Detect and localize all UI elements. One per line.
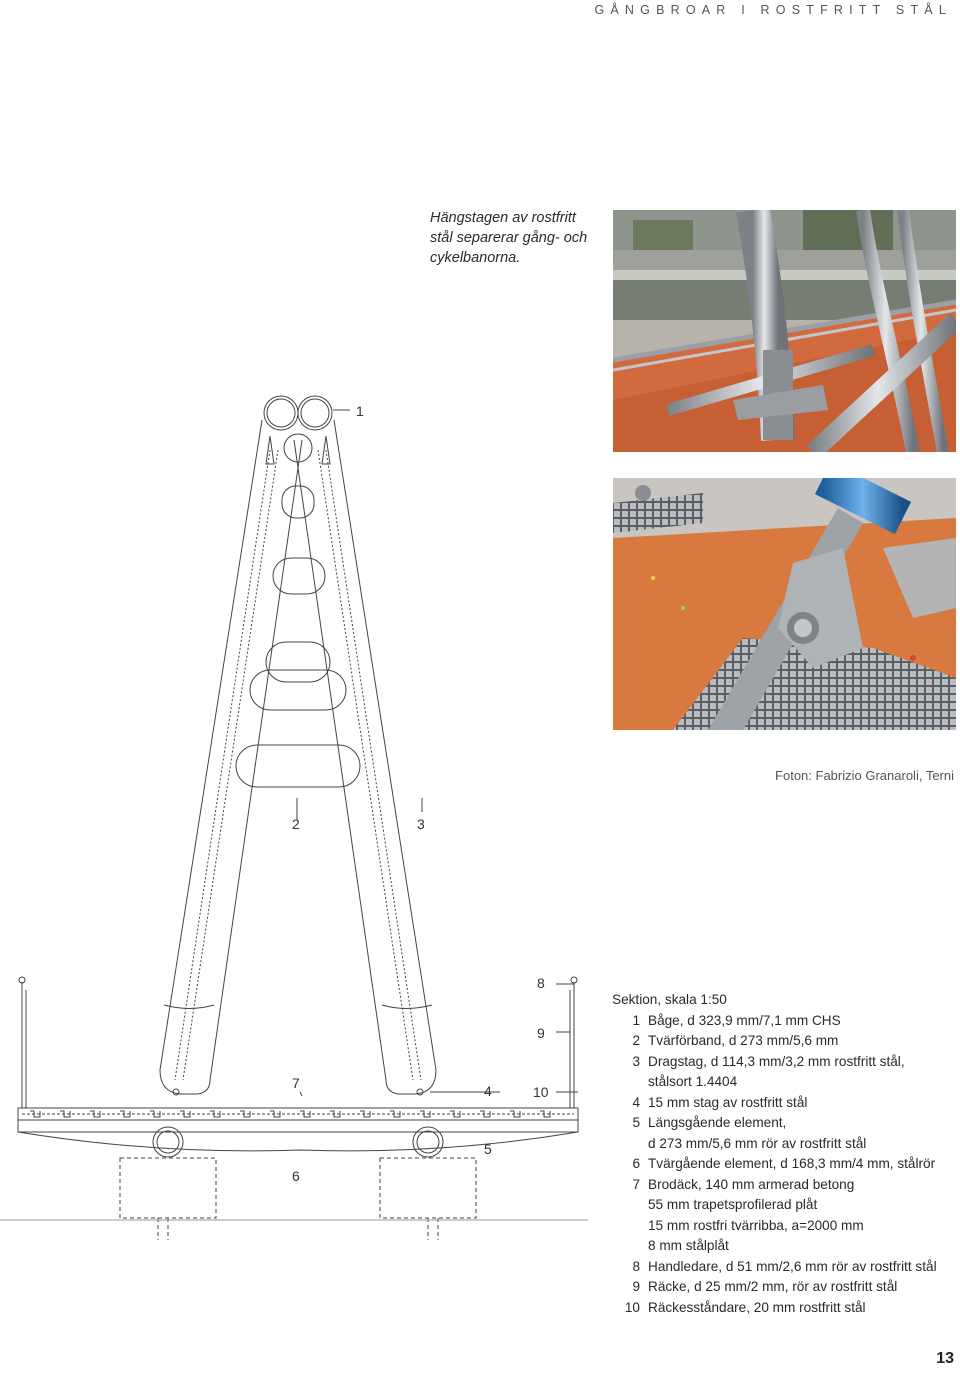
legend-item <box>612 1298 957 1319</box>
legend-item-continuation: 15 mm rostfri tvärribba, a=2000 mm <box>648 1217 864 1233</box>
legend-item-text: Dragstag, d 114,3 mm/3,2 mm rostfritt stål, <box>648 1053 905 1069</box>
page-number: 13 <box>936 1350 954 1367</box>
legend-item <box>612 1031 957 1052</box>
legend-item-text: Räcke, d 25 mm/2 mm, rör av rostfritt stål <box>648 1279 898 1294</box>
legend-item-text: Räckesståndare, 20 mm rostfritt stål <box>648 1299 866 1315</box>
legend-item <box>612 1175 957 1196</box>
legend-item-text: Båge, d 323,9 mm/7,1 mm CHS <box>648 1012 841 1028</box>
drawing-label-6: 6 <box>292 1168 300 1184</box>
legend-item <box>612 1113 957 1134</box>
caption-line: Hängstagen av rostfritt <box>430 210 576 226</box>
hanger-joint-photo-icon <box>613 478 956 730</box>
arch-tube-left <box>264 396 298 430</box>
drawing-label-3: 3 <box>417 816 425 832</box>
drawing-label-2: 2 <box>292 816 300 832</box>
legend-item-number: 4 <box>632 1094 640 1110</box>
legend-title: Sektion, skala 1:50 <box>612 992 727 1007</box>
drawing-label-1: 1 <box>356 403 364 419</box>
drawing-label-9: 9 <box>537 1025 545 1041</box>
legend-item-text: Tvärförband, d 273 mm/5,6 mm <box>648 1033 839 1048</box>
drawing-label-8: 8 <box>537 975 545 991</box>
legend-item-number: 1 <box>632 1012 640 1028</box>
legend-item-number: 7 <box>632 1176 640 1192</box>
legend-item-continuation: 8 mm stålplåt <box>648 1238 729 1253</box>
legend-item-text: 15 mm stag av rostfritt stål <box>648 1094 808 1110</box>
legend-item-text: Tvärgående element, d 168,3 mm/4 mm, stålrör <box>648 1156 936 1171</box>
legend-item-number: 6 <box>632 1156 640 1171</box>
bridge-arch-photo-icon <box>613 210 956 452</box>
legend-item-continuation: stålsort 1.4404 <box>648 1074 738 1089</box>
legend-item-number: 10 <box>624 1299 640 1315</box>
legend-item-number: 8 <box>632 1258 640 1274</box>
section-legend <box>612 990 957 1318</box>
caption-line: cykelbanorna. <box>430 250 521 266</box>
arch-tube-right <box>298 396 332 430</box>
legend-item-continuation: 55 mm trapetsprofilerad plåt <box>648 1197 818 1212</box>
photo-credit: Foton: Fabrizio Granaroli, Terni <box>775 768 954 783</box>
hanger-joint-photo <box>613 478 956 730</box>
legend-item <box>612 1093 957 1114</box>
legend-item-number: 3 <box>632 1053 640 1069</box>
legend-item-text: Längsgående element, <box>648 1115 787 1130</box>
legend-item-number: 9 <box>632 1279 640 1294</box>
legend-item-number: 5 <box>632 1115 640 1130</box>
drawing-label-5: 5 <box>484 1141 492 1157</box>
legend-item <box>612 1154 957 1175</box>
drawing-label-7: 7 <box>292 1075 300 1091</box>
bridge-arch-photo <box>613 210 956 452</box>
legend-item <box>612 1277 957 1298</box>
caption-line: stål separerar gång- och <box>430 230 588 246</box>
drawing-label-4: 4 <box>484 1083 492 1099</box>
photo-caption <box>430 208 600 268</box>
running-header: GÅNGBROAR I ROSTFRITT STÅL <box>594 3 952 17</box>
legend-item-text: Handledare, d 51 mm/2,6 mm rör av rostfritt stål <box>648 1258 937 1274</box>
drawing-label-10: 10 <box>533 1084 549 1100</box>
legend-item-number: 2 <box>632 1033 640 1048</box>
legend-item <box>612 1011 957 1032</box>
legend-item <box>612 1052 957 1073</box>
legend-item-text: Brodäck, 140 mm armerad betong <box>648 1176 855 1192</box>
legend-item-continuation: d 273 mm/5,6 mm rör av rostfritt stål <box>648 1135 867 1151</box>
bridge-section-drawing <box>0 380 600 1240</box>
legend-item <box>612 1257 957 1278</box>
